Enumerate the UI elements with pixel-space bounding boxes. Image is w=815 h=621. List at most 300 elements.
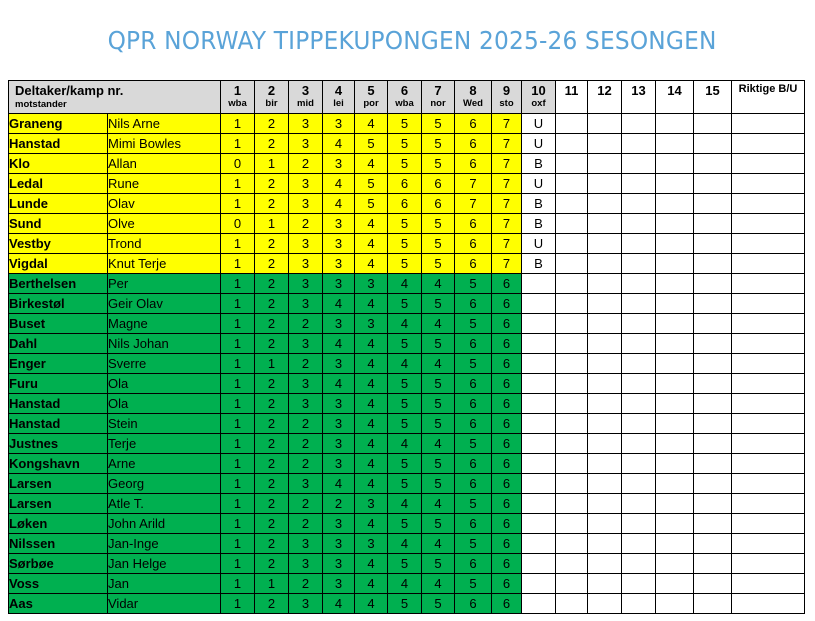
prediction-cell: 6	[492, 274, 522, 294]
empty-cell	[656, 274, 694, 294]
prediction-cell: 1	[221, 434, 255, 454]
prediction-cell: 4	[323, 294, 355, 314]
empty-cell	[656, 334, 694, 354]
empty-cell	[732, 234, 805, 254]
empty-cell	[622, 194, 656, 214]
header-game-number: 15	[705, 83, 720, 98]
prediction-cell: 2	[289, 154, 323, 174]
prediction-cell: 3	[289, 194, 323, 214]
participant-first-name: Rune	[108, 174, 221, 194]
prediction-cell: 3	[323, 314, 355, 334]
empty-cell	[694, 534, 732, 554]
header-game-opponent: nor	[430, 98, 446, 109]
header-game-number: 6	[400, 83, 409, 98]
empty-cell	[556, 174, 588, 194]
prediction-cell: 4	[355, 214, 388, 234]
empty-cell	[622, 334, 656, 354]
empty-cell	[588, 294, 622, 314]
prediction-cell: 2	[289, 434, 323, 454]
empty-cell	[556, 374, 588, 394]
prediction-cell: 6	[455, 294, 492, 314]
prediction-cell: 2	[255, 594, 289, 614]
prediction-cell: 3	[289, 594, 323, 614]
empty-cell	[694, 274, 732, 294]
empty-cell	[588, 454, 622, 474]
prediction-cell: 1	[221, 134, 255, 154]
result-cell	[522, 534, 556, 554]
empty-cell	[694, 594, 732, 614]
header-game-number: 12	[597, 83, 612, 98]
empty-cell	[556, 394, 588, 414]
empty-cell	[622, 374, 656, 394]
prediction-cell: 3	[289, 134, 323, 154]
prediction-cell: 7	[492, 214, 522, 234]
prediction-cell: 5	[455, 494, 492, 514]
empty-cell	[732, 114, 805, 134]
prediction-cell: 3	[289, 554, 323, 574]
header-game-2	[255, 81, 289, 114]
participant-last-name: Dahl	[9, 334, 108, 354]
prediction-cell: 5	[388, 134, 422, 154]
empty-cell	[556, 154, 588, 174]
prediction-cell: 5	[388, 414, 422, 434]
participant-last-name: Hanstad	[9, 394, 108, 414]
prediction-cell: 3	[355, 274, 388, 294]
participant-last-name: Klo	[9, 154, 108, 174]
header-game-8	[455, 81, 492, 114]
empty-cell	[588, 494, 622, 514]
table-row	[9, 374, 805, 394]
result-cell: B	[522, 154, 556, 174]
prediction-cell: 6	[455, 414, 492, 434]
participant-first-name: Olav	[108, 194, 221, 214]
prediction-cell: 2	[255, 254, 289, 274]
participant-first-name: Geir Olav	[108, 294, 221, 314]
participant-first-name: Stein	[108, 414, 221, 434]
participant-last-name: Lunde	[9, 194, 108, 214]
empty-cell	[588, 534, 622, 554]
prediction-cell: 2	[255, 174, 289, 194]
prediction-cell: 5	[455, 434, 492, 454]
prediction-cell: 2	[255, 454, 289, 474]
prediction-cell: 5	[388, 474, 422, 494]
participant-last-name: Sørbøe	[9, 554, 108, 574]
prediction-cell: 2	[255, 114, 289, 134]
prediction-cell: 1	[221, 354, 255, 374]
participant-last-name: Justnes	[9, 434, 108, 454]
prediction-cell: 2	[289, 454, 323, 474]
prediction-cell: 3	[289, 374, 323, 394]
prediction-cell: 6	[492, 594, 522, 614]
prediction-cell: 5	[388, 554, 422, 574]
prediction-cell: 7	[455, 194, 492, 214]
prediction-cell: 2	[255, 134, 289, 154]
header-game-opponent: wba	[395, 98, 414, 109]
table-row	[9, 314, 805, 334]
prediction-cell: 4	[355, 354, 388, 374]
empty-cell	[622, 414, 656, 434]
prediction-cell: 3	[323, 114, 355, 134]
participant-first-name: Allan	[108, 154, 221, 174]
prediction-cell: 0	[221, 154, 255, 174]
prediction-cell: 6	[422, 194, 455, 214]
prediction-cell: 4	[422, 434, 455, 454]
prediction-cell: 6	[492, 434, 522, 454]
table-row	[9, 574, 805, 594]
prediction-cell: 3	[355, 494, 388, 514]
empty-cell	[556, 594, 588, 614]
empty-cell	[732, 494, 805, 514]
participant-last-name: Graneng	[9, 114, 108, 134]
prediction-cell: 6	[492, 374, 522, 394]
prediction-cell: 2	[289, 414, 323, 434]
empty-cell	[732, 154, 805, 174]
prediction-cell: 6	[492, 514, 522, 534]
prediction-cell: 4	[422, 354, 455, 374]
participant-first-name: Jan	[108, 574, 221, 594]
prediction-cell: 4	[355, 434, 388, 454]
table-row	[9, 394, 805, 414]
empty-cell	[556, 434, 588, 454]
participant-first-name: Mimi Bowles	[108, 134, 221, 154]
header-game-number: 7	[434, 83, 442, 98]
prediction-cell: 3	[323, 254, 355, 274]
prediction-cell: 1	[255, 574, 289, 594]
empty-cell	[694, 454, 732, 474]
prediction-cell: 6	[455, 474, 492, 494]
participant-first-name: Per	[108, 274, 221, 294]
prediction-cell: 4	[355, 574, 388, 594]
empty-cell	[694, 514, 732, 534]
header-game-11	[556, 81, 588, 114]
header-game-number: 11	[564, 83, 579, 98]
result-cell: B	[522, 254, 556, 274]
prediction-cell: 2	[255, 194, 289, 214]
participant-first-name: Atle T.	[108, 494, 221, 514]
prediction-cell: 1	[221, 294, 255, 314]
empty-cell	[732, 354, 805, 374]
table-row	[9, 114, 805, 134]
participant-last-name: Kongshavn	[9, 454, 108, 474]
empty-cell	[656, 494, 694, 514]
prediction-cell: 6	[492, 394, 522, 414]
empty-cell	[556, 474, 588, 494]
header-game-opponent: lei	[333, 98, 344, 109]
prediction-cell: 2	[255, 434, 289, 454]
prediction-cell: 1	[221, 554, 255, 574]
participant-first-name: Sverre	[108, 354, 221, 374]
prediction-cell: 1	[221, 274, 255, 294]
prediction-cell: 4	[422, 274, 455, 294]
prediction-cell: 2	[255, 394, 289, 414]
prediction-cell: 6	[455, 454, 492, 474]
empty-cell	[694, 254, 732, 274]
empty-cell	[732, 314, 805, 334]
empty-cell	[622, 394, 656, 414]
prediction-cell: 5	[388, 594, 422, 614]
prediction-cell: 7	[492, 134, 522, 154]
participant-first-name: Jan-Inge	[108, 534, 221, 554]
header-game-number: 4	[334, 83, 343, 98]
result-cell	[522, 374, 556, 394]
sheet-title-text: QPR NORWAY TIPPEKUPONGEN 2025-26 SESONGEN	[107, 26, 717, 55]
result-cell	[522, 554, 556, 574]
result-cell	[522, 434, 556, 454]
header-game-15	[694, 81, 732, 114]
prediction-cell: 4	[323, 194, 355, 214]
empty-cell	[656, 534, 694, 554]
empty-cell	[622, 274, 656, 294]
header-game-5	[355, 81, 388, 114]
participant-last-name: Vestby	[9, 234, 108, 254]
prediction-cell: 3	[323, 354, 355, 374]
prediction-cell: 1	[221, 234, 255, 254]
prediction-cell: 4	[355, 394, 388, 414]
empty-cell	[732, 454, 805, 474]
prediction-cell: 5	[422, 554, 455, 574]
header-game-10	[522, 81, 556, 114]
prediction-cell: 3	[289, 474, 323, 494]
prediction-cell: 1	[255, 354, 289, 374]
prediction-cell: 1	[221, 394, 255, 414]
empty-cell	[656, 554, 694, 574]
prediction-cell: 2	[255, 334, 289, 354]
prediction-cell: 7	[492, 254, 522, 274]
prediction-cell: 1	[221, 474, 255, 494]
prediction-cell: 5	[422, 374, 455, 394]
empty-cell	[588, 114, 622, 134]
empty-cell	[588, 514, 622, 534]
prediction-cell: 7	[492, 234, 522, 254]
prediction-cell: 5	[388, 114, 422, 134]
empty-cell	[694, 414, 732, 434]
empty-cell	[622, 154, 656, 174]
prediction-cell: 2	[255, 414, 289, 434]
prediction-cell: 5	[388, 154, 422, 174]
prediction-cell: 5	[422, 474, 455, 494]
prediction-cell: 5	[422, 234, 455, 254]
result-cell	[522, 394, 556, 414]
empty-cell	[622, 474, 656, 494]
header-game-13	[622, 81, 656, 114]
empty-cell	[588, 274, 622, 294]
prediction-cell: 5	[355, 134, 388, 154]
table-row	[9, 534, 805, 554]
prediction-cell: 3	[289, 274, 323, 294]
prediction-cell: 6	[492, 414, 522, 434]
participant-last-name: Sund	[9, 214, 108, 234]
prediction-cell: 4	[355, 514, 388, 534]
header-game-7	[422, 81, 455, 114]
prediction-cell: 6	[492, 494, 522, 514]
empty-cell	[556, 554, 588, 574]
empty-cell	[732, 574, 805, 594]
prediction-cell: 5	[388, 334, 422, 354]
empty-cell	[556, 494, 588, 514]
prediction-cell: 5	[422, 594, 455, 614]
empty-cell	[622, 294, 656, 314]
prediction-cell: 5	[422, 254, 455, 274]
empty-cell	[694, 294, 732, 314]
prediction-cell: 5	[455, 274, 492, 294]
empty-cell	[656, 134, 694, 154]
table-row	[9, 434, 805, 454]
empty-cell	[588, 154, 622, 174]
header-game-opponent: wba	[228, 98, 247, 109]
prediction-cell: 2	[323, 494, 355, 514]
header-participant-cell	[9, 81, 221, 114]
prediction-cell: 2	[255, 314, 289, 334]
header-game-number: 3	[301, 83, 310, 98]
prediction-cell: 5	[422, 394, 455, 414]
empty-cell	[732, 474, 805, 494]
prediction-cell: 1	[221, 534, 255, 554]
empty-cell	[656, 434, 694, 454]
prediction-cell: 1	[221, 494, 255, 514]
empty-cell	[622, 494, 656, 514]
prediction-cell: 1	[221, 174, 255, 194]
prediction-cell: 6	[455, 134, 492, 154]
participant-first-name: Magne	[108, 314, 221, 334]
empty-cell	[694, 434, 732, 454]
prediction-cell: 1	[221, 594, 255, 614]
prediction-cell: 3	[289, 234, 323, 254]
result-cell	[522, 294, 556, 314]
prediction-cell: 6	[492, 554, 522, 574]
prediction-cell: 6	[492, 354, 522, 374]
table-row	[9, 334, 805, 354]
empty-cell	[556, 214, 588, 234]
result-cell	[522, 354, 556, 374]
prediction-cell: 5	[388, 374, 422, 394]
empty-cell	[732, 274, 805, 294]
prediction-cell: 3	[323, 454, 355, 474]
empty-cell	[656, 394, 694, 414]
prediction-cell: 4	[355, 254, 388, 274]
header-game-number: 13	[631, 83, 646, 98]
empty-cell	[732, 214, 805, 234]
prediction-cell: 6	[455, 554, 492, 574]
empty-cell	[622, 174, 656, 194]
prediction-cell: 6	[455, 374, 492, 394]
header-game-opponent: oxf	[531, 98, 546, 109]
header-game-number: 8	[469, 83, 477, 98]
prediction-cell: 3	[289, 174, 323, 194]
prediction-cell: 2	[289, 214, 323, 234]
result-cell: B	[522, 194, 556, 214]
result-cell	[522, 334, 556, 354]
empty-cell	[588, 334, 622, 354]
prediction-cell: 4	[388, 274, 422, 294]
prediction-cell: 6	[492, 294, 522, 314]
prediction-cell: 6	[455, 114, 492, 134]
prediction-cell: 4	[355, 334, 388, 354]
header-game-opponent: Wed	[463, 98, 483, 109]
empty-cell	[732, 514, 805, 534]
header-game-number: 2	[267, 83, 276, 98]
prediction-cell: 2	[289, 314, 323, 334]
participant-first-name: Terje	[108, 434, 221, 454]
prediction-cell: 6	[455, 234, 492, 254]
empty-cell	[588, 594, 622, 614]
participant-last-name: Hanstad	[9, 414, 108, 434]
prediction-cell: 3	[289, 254, 323, 274]
prediction-cell: 5	[388, 254, 422, 274]
participant-first-name: Georg	[108, 474, 221, 494]
prediction-cell: 1	[221, 334, 255, 354]
header-game-3	[289, 81, 323, 114]
empty-cell	[656, 574, 694, 594]
empty-cell	[732, 194, 805, 214]
prediction-cell: 6	[388, 194, 422, 214]
header-game-number: 10	[531, 83, 546, 98]
prediction-cell: 4	[323, 594, 355, 614]
prediction-cell: 4	[388, 574, 422, 594]
empty-cell	[588, 434, 622, 454]
prediction-cell: 1	[255, 154, 289, 174]
result-cell	[522, 594, 556, 614]
prediction-cell: 3	[323, 154, 355, 174]
prediction-cell: 1	[221, 374, 255, 394]
empty-cell	[656, 174, 694, 194]
table-row	[9, 194, 805, 214]
participant-first-name: John Arild	[108, 514, 221, 534]
table-row	[9, 254, 805, 274]
prediction-cell: 5	[355, 194, 388, 214]
empty-cell	[556, 334, 588, 354]
prediction-cell: 3	[323, 234, 355, 254]
empty-cell	[556, 534, 588, 554]
empty-cell	[556, 454, 588, 474]
prediction-cell: 2	[255, 534, 289, 554]
prediction-cell: 6	[422, 174, 455, 194]
prediction-cell: 4	[323, 334, 355, 354]
result-cell	[522, 494, 556, 514]
empty-cell	[622, 514, 656, 534]
table-row	[9, 134, 805, 154]
prediction-cell: 2	[255, 494, 289, 514]
table-row	[9, 514, 805, 534]
empty-cell	[732, 294, 805, 314]
prediction-cell: 4	[422, 534, 455, 554]
result-cell	[522, 314, 556, 334]
prediction-cell: 5	[388, 394, 422, 414]
sheet-title	[0, 26, 815, 55]
empty-cell	[694, 374, 732, 394]
prediction-cell: 4	[388, 314, 422, 334]
prediction-cell: 4	[355, 454, 388, 474]
participant-last-name: Birkestøl	[9, 294, 108, 314]
empty-cell	[732, 534, 805, 554]
empty-cell	[556, 274, 588, 294]
prediction-cell: 1	[221, 314, 255, 334]
prediction-cell: 5	[422, 414, 455, 434]
participant-first-name: Ola	[108, 374, 221, 394]
empty-cell	[694, 354, 732, 374]
prediction-cell: 5	[455, 314, 492, 334]
empty-cell	[732, 434, 805, 454]
empty-cell	[622, 554, 656, 574]
header-game-opponent: sto	[499, 98, 514, 109]
prediction-cell: 2	[255, 234, 289, 254]
result-cell	[522, 414, 556, 434]
empty-cell	[656, 594, 694, 614]
prediction-cell: 5	[422, 514, 455, 534]
empty-cell	[622, 454, 656, 474]
prediction-cell: 5	[455, 354, 492, 374]
participant-last-name: Voss	[9, 574, 108, 594]
participant-first-name: Nils Arne	[108, 114, 221, 134]
